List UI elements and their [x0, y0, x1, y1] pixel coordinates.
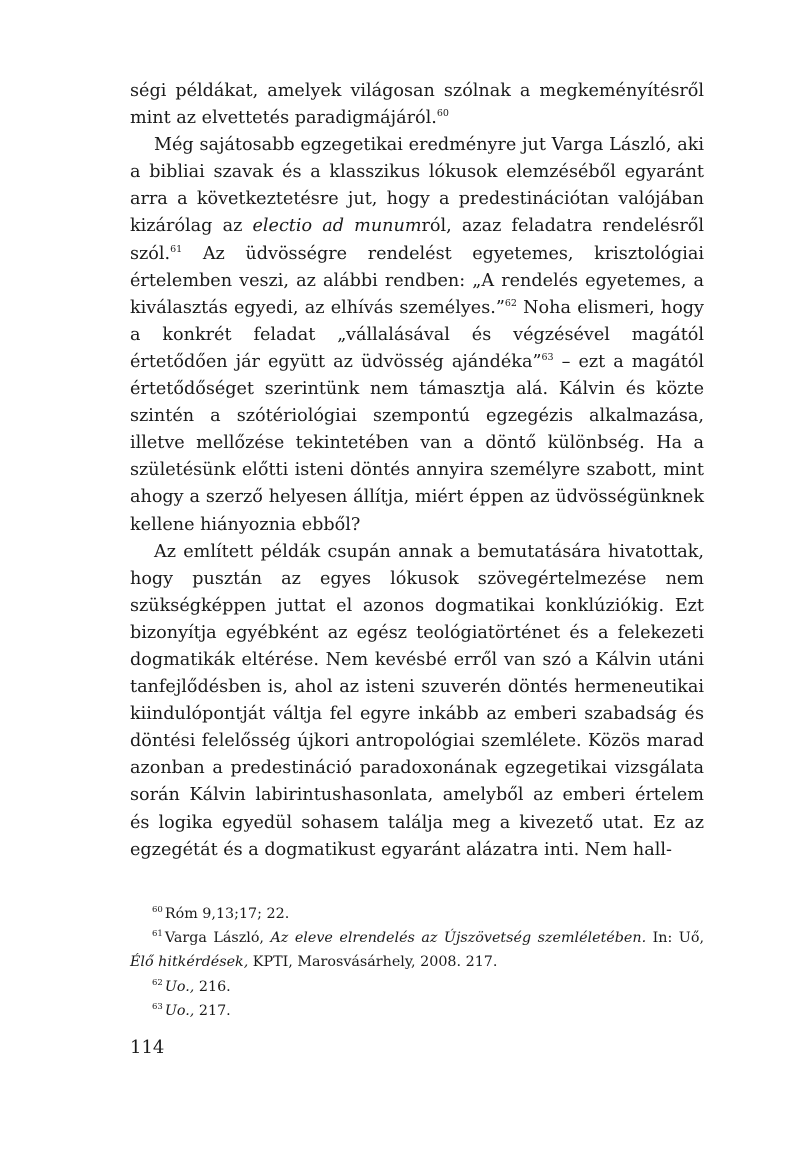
page-body: [130, 78, 704, 864]
footnote-number: 61: [152, 929, 163, 940]
footnote: [130, 975, 704, 999]
text-run: Róm 9,13;17; 22.: [164, 906, 290, 922]
text-run: Az üdvösségre rendelést egyetemes, krisztológiai értelemben veszi, az alábbi rendben: „A rendelés egyetemes, a kiválasztás egyedi, az elhívás személyes.”: [130, 243, 704, 318]
footnote-reference: 62: [504, 297, 517, 309]
paragraph: [130, 78, 704, 132]
text-run: Még sajátosabb egzegetikai eredményre jut Varga László, aki a bibliai szavak és a klasszikus lókusok elemzéséből egyaránt arra a következtetésre jut, hogy a predestinációtan valójában kizárólag az: [130, 135, 704, 237]
footnote: [130, 902, 704, 926]
text-run: KPTI, Marosvásárhely, 2008. 217.: [248, 954, 498, 971]
italic-text: Uo.,: [164, 1002, 195, 1019]
italic-text: electio ad munum: [252, 216, 422, 237]
text-run: ról, azaz feladatra rendelésről szól.: [130, 216, 704, 264]
paragraph: [130, 539, 704, 864]
footnotes: [130, 902, 704, 1023]
text-run: – ezt a magától értetődőséget szerintünk nem támasztja alá. Kálvin és közte szintén a szótériológiai szempontú egzegézis alkalmazása, illetve mellőzése tekintetében van a döntő különbség. Ha a születésünk előtti isteni döntés annyira személyre szabott, mint ahogy a szerző helyesen állítja, miért éppen az üdvösségünknek kellene hiányoznia ebből?: [130, 351, 704, 535]
footnote-reference: 61: [170, 243, 183, 255]
page-number: 114: [130, 1037, 165, 1058]
footnote-number: 60: [152, 905, 163, 916]
footnote-reference: 60: [436, 107, 449, 119]
footnote: [130, 999, 704, 1023]
paragraph: [130, 132, 704, 538]
footnote-number: 62: [152, 977, 163, 988]
text-run: ségi példákat, amelyek világosan szólnak a megkeményítésről mint az elvettetés paradigmájáról.: [130, 81, 704, 129]
text-run: Varga László,: [164, 930, 271, 947]
text-run: Noha elismeri, hogy a konkrét feladat „vállalásával és végzésével magától értetődően jár együtt az üdvösség ajándéka”: [130, 297, 704, 372]
footnote-number: 63: [152, 1001, 163, 1012]
italic-text: Az eleve elrendelés az Újszövetség szemléletében.: [270, 930, 647, 947]
footnote-reference: 63: [541, 351, 554, 363]
text-run: 217.: [194, 1002, 231, 1019]
italic-text: Uo.,: [164, 978, 195, 995]
text-run: Az említett példák csupán annak a bemutatására hivatottak, hogy pusztán az egyes lókusok szövegértelmezése nem szükségképpen juttat el azonos dogmatikai konklúziókig. Ezt bizonyítja egyébként az egész teológiatörténet és a felekezeti dogmatikák eltérése. Nem kevésbé erről van szó a Kálvin utáni tanfejlődésben is, ahol az isteni szuverén döntés hermeneutikai kiindulópontját váltja fel egyre inkább az emberi szabadság és döntési felelősség újkori antropológiai szemlélete. Közös marad azonban a predestináció paradoxonának egzegetikai vizsgálata során Kálvin labirintushasonlata, amelyből az emberi értelem és logika egyedül sohasem találja meg a kivezető utat. Ez az egzegétát és a dogmatikust egyaránt alázatra inti. Nem hall-: [130, 541, 704, 860]
footnote: [130, 926, 704, 974]
text-run: 216.: [194, 978, 231, 995]
italic-text: Élő hitkérdések,: [130, 954, 249, 971]
body-text: [130, 78, 704, 864]
text-run: In: Uő,: [646, 930, 705, 947]
